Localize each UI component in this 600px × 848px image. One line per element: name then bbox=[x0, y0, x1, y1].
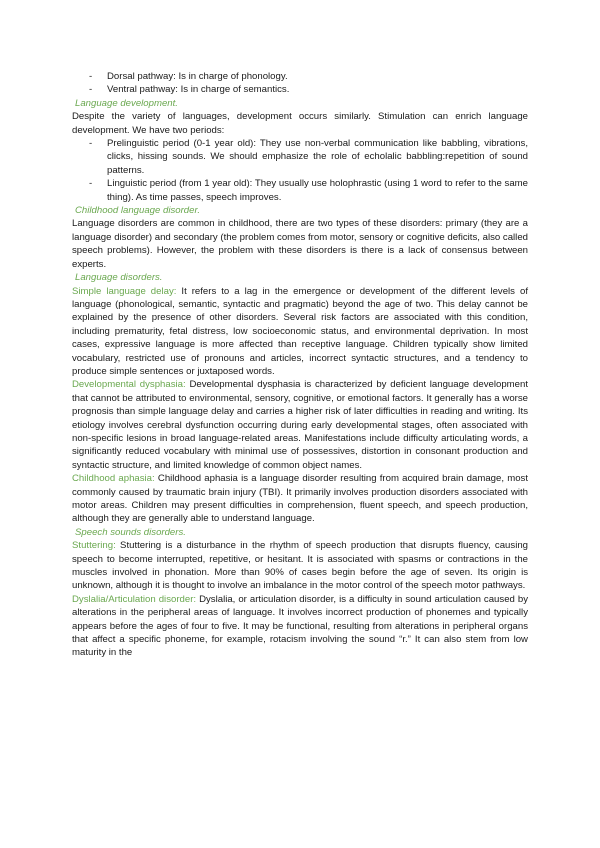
term-text: Dyslalia, or articulation disorder, is a difficulty in sound articulation caused by alterations in the peripheral areas of language. It involves incorrect production of phonemes and typically appears before the ages of four to five. It may be functional, resulting from alterations in peripheral organs that affect a specific phoneme, for example, rotacism involving the sound “r.” It can also stem from low maturity in the bbox=[72, 593, 529, 659]
list-item bbox=[72, 137, 528, 177]
list-item-text: Prelinguistic period (0-1 year old): They use non-verbal communication like babbling, vibrations, clicks, hissing sounds. We should emphasize the role of echolalic babbling:repetition of sound patterns. bbox=[107, 138, 528, 176]
term-label: Dyslalia/Articulation disorder: bbox=[72, 593, 197, 605]
section-heading-language-disorders: Language disorders. bbox=[75, 272, 163, 284]
term-text: Childhood aphasia is a language disorder resulting from acquired brain damage, most commonly caused by traumatic brain injury (TBI). It primarily involves production disorders associated with motor areas. Children may present difficulties in comprehension, fluent speech, and speech production, although they are generally able to understand language. bbox=[72, 473, 528, 525]
pathway-list bbox=[72, 70, 528, 97]
section-heading-childhood-disorder: Childhood language disorder. bbox=[75, 205, 200, 217]
paragraph: Language disorders are common in childhood, there are two types of these disorders: primary (they are a language disorder) and secondary (the problem comes from motor, sensory or cognitive deficits, also called speech problems). However, the problem with these disorders is there is a lack of consensus between experts. bbox=[72, 218, 528, 270]
list-item-text: Ventral pathway: Is in charge of semantics. bbox=[107, 84, 290, 96]
bullet-dash: - bbox=[89, 84, 93, 96]
term-text: Stuttering is a disturbance in the rhythm of speech production that disrupts fluency, causing speech to become interrupted, repetitive, or hesitant. It is associated with spasms or contractions in the muscles involved in phonation. More than 90% of cases begin before the age of seven. Its origin is unknown, although it is thought to involve an imbalance in the motor control of the speech motor pathways. bbox=[72, 540, 528, 592]
paragraph bbox=[72, 378, 528, 472]
bullet-dash: - bbox=[89, 178, 93, 190]
list-item-text: Linguistic period (from 1 year old): They usually use holophrastic (using 1 word to refer to the same thing). As time passes, speech improves. bbox=[107, 178, 528, 203]
paragraph bbox=[72, 539, 528, 593]
section-heading-language-development: Language development. bbox=[75, 97, 178, 109]
bullet-dash: - bbox=[89, 138, 93, 150]
term-label: Childhood aphasia: bbox=[72, 473, 155, 485]
paragraph bbox=[72, 472, 528, 526]
term-label: Simple language delay: bbox=[72, 285, 177, 297]
period-list bbox=[72, 137, 528, 204]
term-text: Developmental dysphasia is characterized by deficient language development that cannot be attributed to environmental, sensory, cognitive, or emotional factors. It generally has a worse prognosis than simple language delay and carries a higher risk of later difficulties in reading and writing. Its etiology involves cerebral dysfunction occurring during early developmental stages, often associated with non-specific lesions in broad language-related areas. Manifestations include difficulty articulating words, a significantly reduced vocabulary with minimal use of possessives, distortion in consonant production and syntactic structure, and limited knowledge of common object names. bbox=[72, 379, 528, 471]
paragraph bbox=[72, 285, 528, 379]
term-text: It refers to a lag in the emergence or development of the different levels of language (phonological, semantic, syntactic and pragmatic) beyond the age of two. This delay cannot be explained by the presence of other disorders. Several risk factors are associated with this condition, including prematurity, fetal distress, low socioeconomic status, and environmental deprivation. In most cases, expressive language is more affected than receptive language. Children typically show limited vocabulary, restricted use of pronouns and articles, incorrect syntactic structures, and a tendency to produce simple sentences or juxtaposed words. bbox=[72, 285, 528, 377]
paragraph bbox=[72, 593, 528, 660]
list-item-text: Dorsal pathway: Is in charge of phonology. bbox=[107, 71, 288, 82]
bullet-dash: - bbox=[89, 71, 93, 82]
paragraph: Despite the variety of languages, development occurs similarly. Stimulation can enrich language development. We have two periods: bbox=[72, 111, 528, 136]
term-label: Developmental dysphasia: bbox=[72, 379, 186, 391]
term-label: Stuttering: bbox=[72, 540, 116, 552]
list-item bbox=[72, 70, 528, 83]
list-item bbox=[72, 177, 528, 204]
list-item bbox=[72, 83, 528, 96]
document-page bbox=[72, 70, 528, 660]
section-heading-speech-sounds: Speech sounds disorders. bbox=[75, 526, 186, 538]
